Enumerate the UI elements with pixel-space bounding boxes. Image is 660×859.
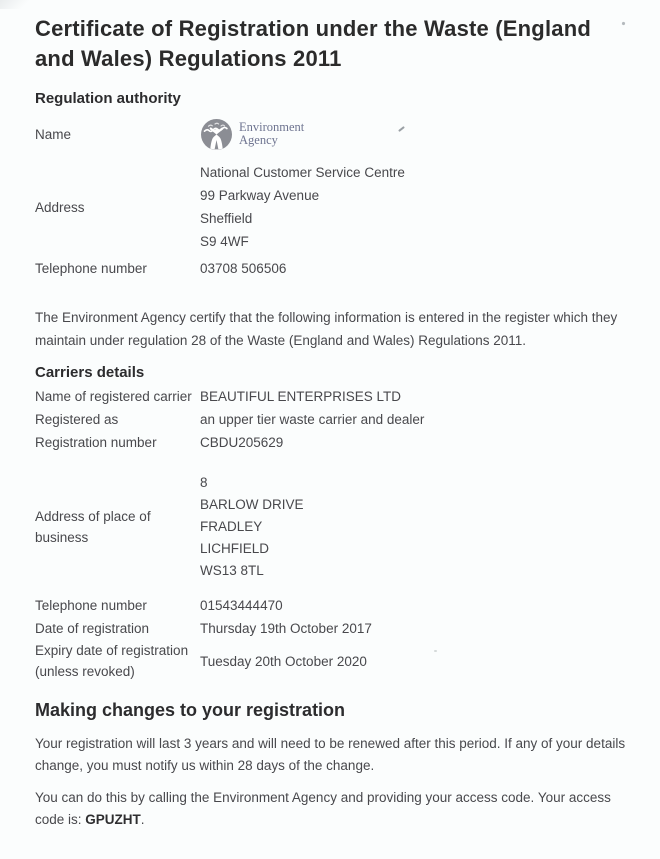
carrier-phone-value: 01543444470	[200, 598, 283, 613]
environment-agency-logo-icon	[200, 118, 233, 151]
access-code-value: GPUZHT	[85, 812, 141, 827]
expiry-date-label-line: (unless revoked)	[35, 664, 135, 679]
registration-number-row	[35, 431, 632, 454]
wordmark-line: Agency	[239, 133, 278, 147]
business-address-label	[35, 506, 200, 548]
certificate-title	[35, 14, 632, 74]
business-address-label-line: Address of place of	[35, 509, 151, 524]
environment-agency-logo	[200, 118, 632, 151]
authority-address-value	[200, 161, 632, 253]
address-line: FRADLEY	[200, 519, 263, 534]
environment-agency-wordmark	[239, 121, 304, 147]
carrier-phone-row	[35, 594, 632, 617]
business-address-row	[35, 472, 632, 582]
registration-number-value: CBDU205629	[200, 435, 284, 450]
registration-number-label: Registration number	[35, 435, 157, 450]
certify-line: maintain under regulation 28 of the Waste (England and Wales) Regulations 2011.	[35, 333, 527, 348]
address-line: National Customer Service Centre	[200, 165, 405, 180]
renewal-paragraph	[35, 733, 632, 777]
address-line: S9 4WF	[200, 234, 249, 249]
access-code-suffix: .	[140, 812, 145, 827]
expiry-date-value: Tuesday 20th October 2020	[200, 653, 367, 669]
access-code-paragraph-line	[35, 809, 632, 831]
carrier-name-label: Name of registered carrier	[35, 389, 192, 404]
access-code-paragraph	[35, 787, 632, 831]
registration-date-label: Date of registration	[35, 621, 150, 636]
registered-as-label: Registered as	[35, 412, 119, 427]
certificate-title-line: Certificate of Registration under the Waste (England	[35, 16, 591, 41]
business-address-label-line: business	[35, 530, 89, 545]
access-code-paragraph-line: You can do this by calling the Environment Agency and providing your access code. Your access	[35, 790, 611, 805]
certify-statement	[35, 306, 632, 352]
certify-line: The Environment Agency certify that the following information is entered in the register which they	[35, 310, 618, 325]
registration-date-value: Thursday 19th October 2017	[200, 621, 372, 636]
address-line: 8	[200, 475, 208, 490]
authority-name-label: Name	[35, 126, 72, 142]
renewal-paragraph-line: change, you must notify us within 28 days of the change.	[35, 758, 375, 773]
authority-name-row	[35, 115, 632, 153]
address-line: LICHFIELD	[200, 541, 270, 556]
section-heading-regulation-authority: Regulation authority	[35, 90, 181, 107]
scan-artifact	[434, 650, 437, 652]
wordmark-line: Environment	[239, 120, 305, 134]
section-heading-making-changes: Making changes to your registration	[35, 700, 346, 720]
access-code-prefix: code is:	[35, 812, 86, 827]
address-line: Sheffield	[200, 211, 253, 226]
address-line: 99 Parkway Avenue	[200, 188, 320, 203]
registered-as-row	[35, 408, 632, 431]
expiry-date-row	[35, 640, 632, 682]
authority-phone-row	[35, 257, 632, 280]
authority-phone-value: 03708 506506	[200, 261, 287, 276]
carrier-name-value: BEAUTIFUL ENTERPRISES LTD	[200, 389, 402, 404]
expiry-date-label	[35, 640, 200, 682]
expiry-date-label-line: Expiry date of registration	[35, 643, 189, 658]
authority-address-row	[35, 161, 632, 253]
carrier-detail-rows	[35, 385, 632, 454]
authority-phone-label: Telephone number	[35, 261, 147, 276]
registered-as-value: an upper tier waste carrier and dealer	[200, 412, 425, 427]
certificate-title-line: and Wales) Regulations 2011	[35, 46, 342, 71]
renewal-paragraph-line: Your registration will last 3 years and will need to be renewed after this period. If any of your details	[35, 736, 626, 751]
authority-address-label: Address	[35, 199, 85, 215]
address-line: BARLOW DRIVE	[200, 497, 304, 512]
address-line: WS13 8TL	[200, 563, 264, 578]
business-address-value	[200, 472, 632, 582]
section-heading-carriers-details: Carriers details	[35, 364, 145, 381]
carrier-name-row	[35, 385, 632, 408]
registration-date-row	[35, 617, 632, 640]
carrier-phone-label: Telephone number	[35, 598, 147, 613]
